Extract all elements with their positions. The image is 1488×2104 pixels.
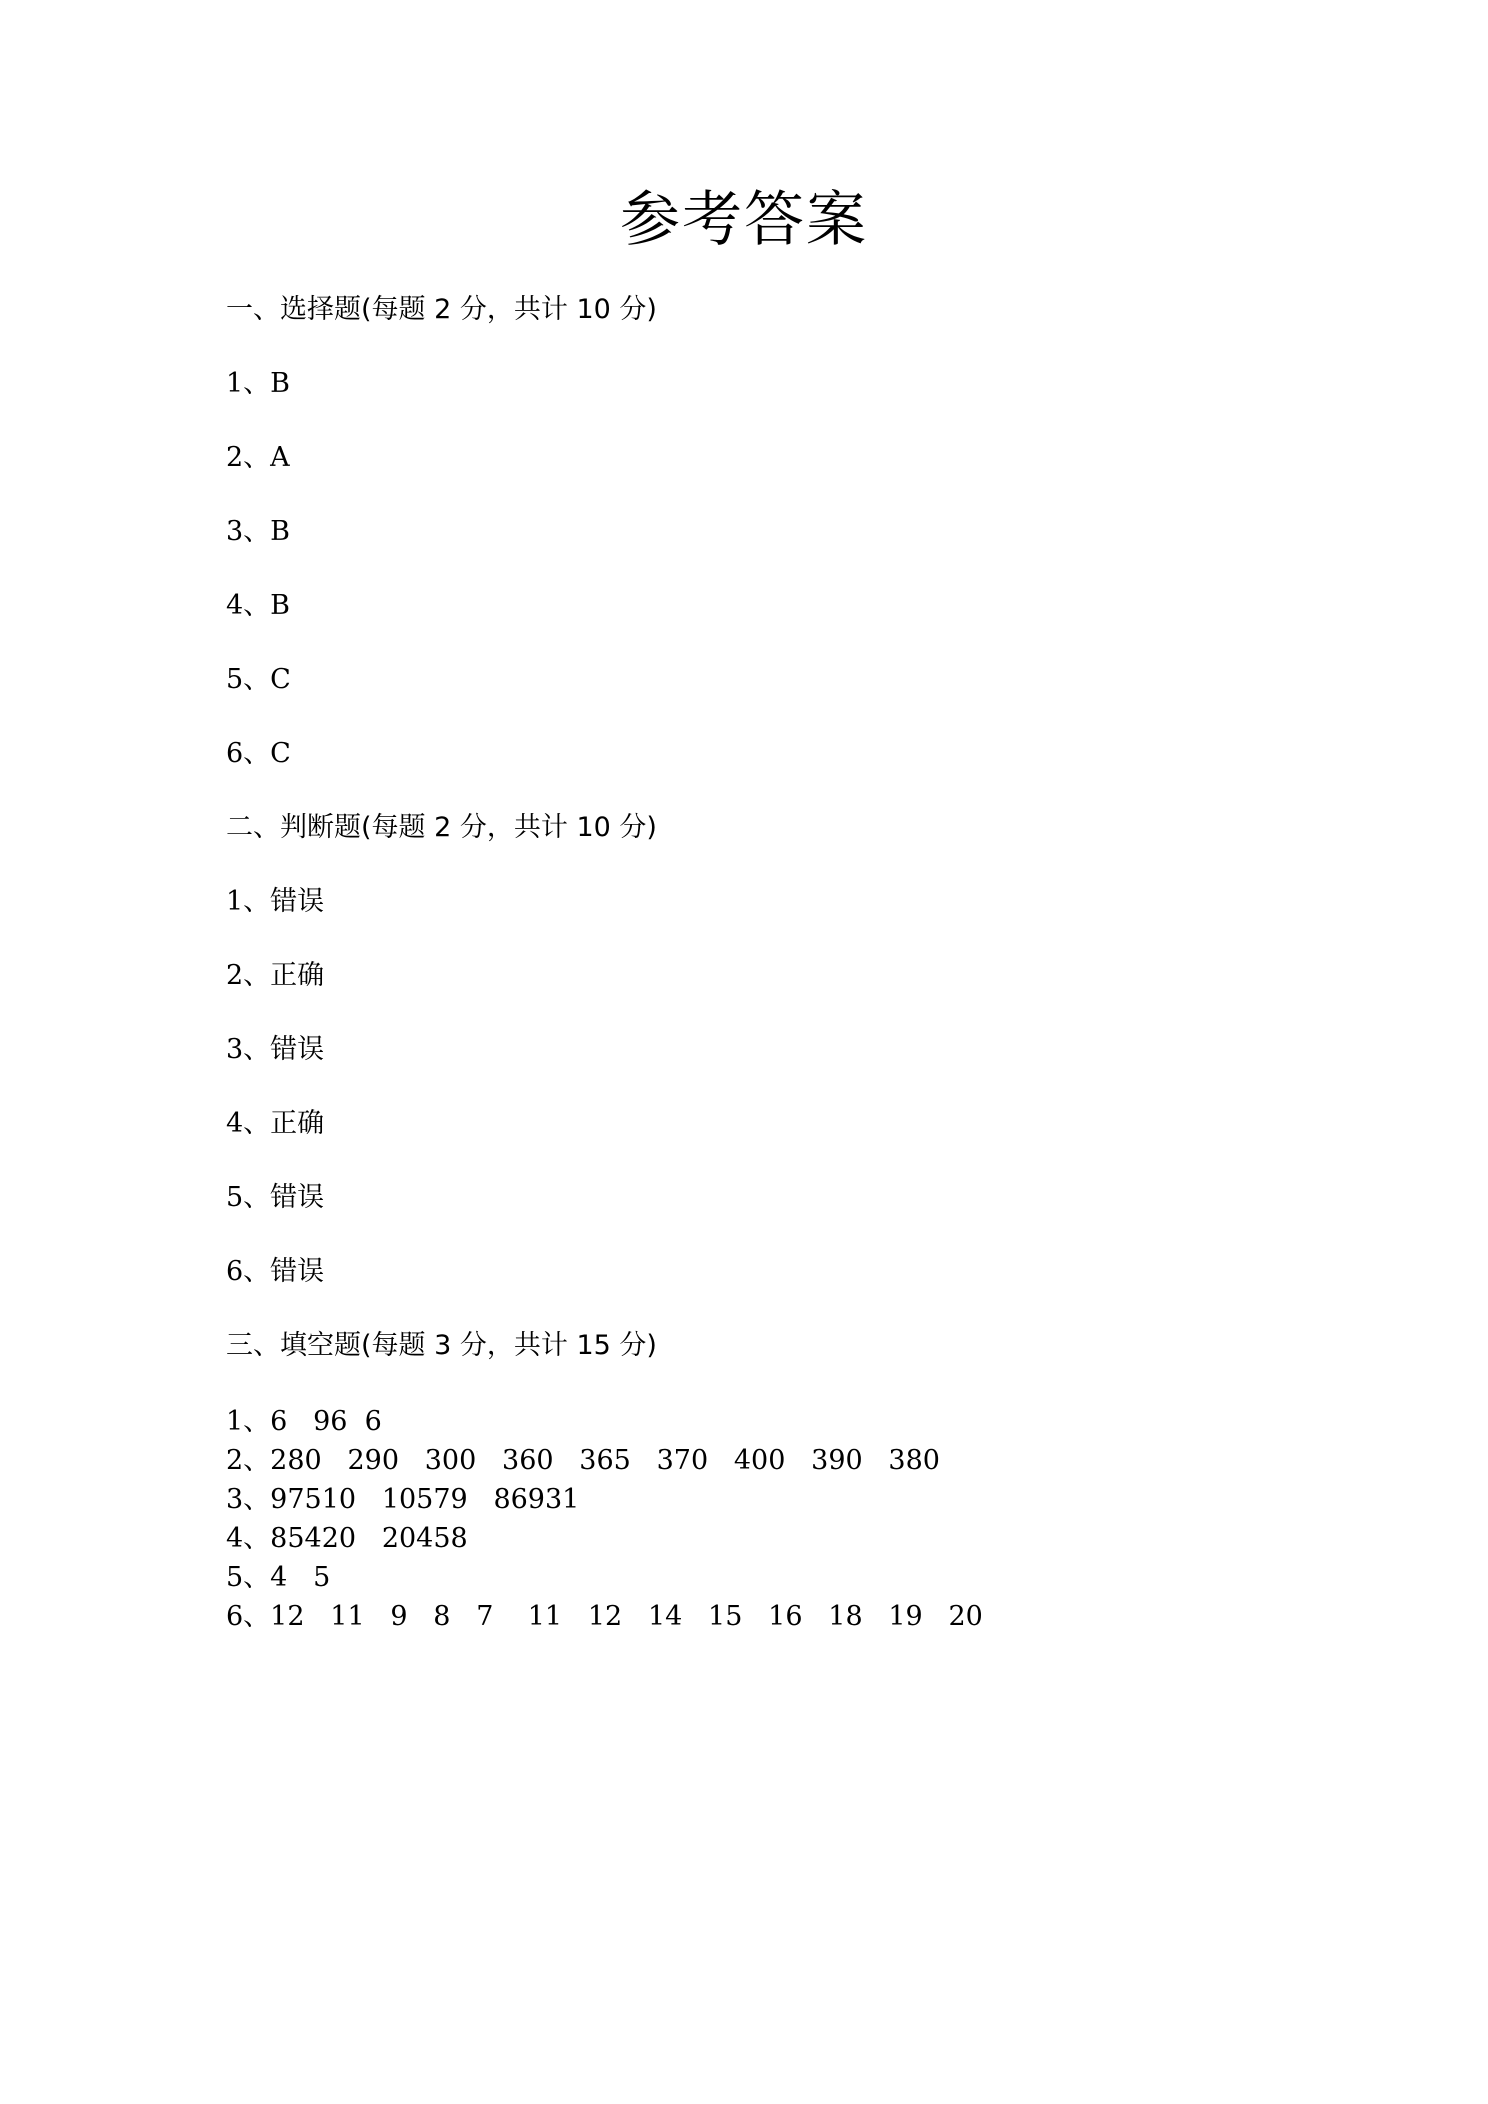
answer-item: 2、正确 — [226, 960, 325, 991]
answer-item: 1、B — [226, 368, 291, 399]
page-title: 参考答案 — [620, 185, 868, 255]
answer-item: 5、4 5 — [226, 1562, 331, 1593]
fill-answer-list — [226, 1402, 1326, 1636]
answer-item: 4、B — [226, 590, 291, 621]
section-true-false — [226, 810, 1326, 1290]
answer-item: 6、错误 — [226, 1256, 325, 1287]
section-multiple-choice — [226, 292, 1326, 772]
answer-item: 6、C — [226, 738, 291, 769]
answer-item: 3、97510 10579 86931 — [226, 1484, 580, 1515]
answer-item: 5、C — [226, 664, 291, 695]
answer-item: 5、错误 — [226, 1182, 325, 1213]
answer-item: 2、280 290 300 360 365 370 400 390 380 — [226, 1445, 940, 1476]
answer-item: 1、错误 — [226, 886, 325, 917]
section-heading-multiple-choice: 一、选择题(每题 2 分，共计 10 分) — [226, 294, 657, 325]
section-heading-true-false: 二、判断题(每题 2 分，共计 10 分) — [226, 812, 657, 843]
answer-item: 1、6 96 6 — [226, 1406, 382, 1437]
answer-item: 4、正确 — [226, 1108, 325, 1139]
section-heading-fill-in-blank: 三、填空题(每题 3 分，共计 15 分) — [226, 1330, 657, 1361]
answer-item: 6、12 11 9 8 7 11 12 14 15 16 18 19 20 — [226, 1601, 983, 1632]
answer-item: 3、B — [226, 516, 291, 547]
answer-item: 4、85420 20458 — [226, 1523, 468, 1554]
answer-item: 2、A — [226, 442, 290, 473]
section-fill-in-blank — [226, 1328, 1326, 1636]
answer-content — [226, 292, 1326, 1636]
answer-item: 3、错误 — [226, 1034, 325, 1065]
